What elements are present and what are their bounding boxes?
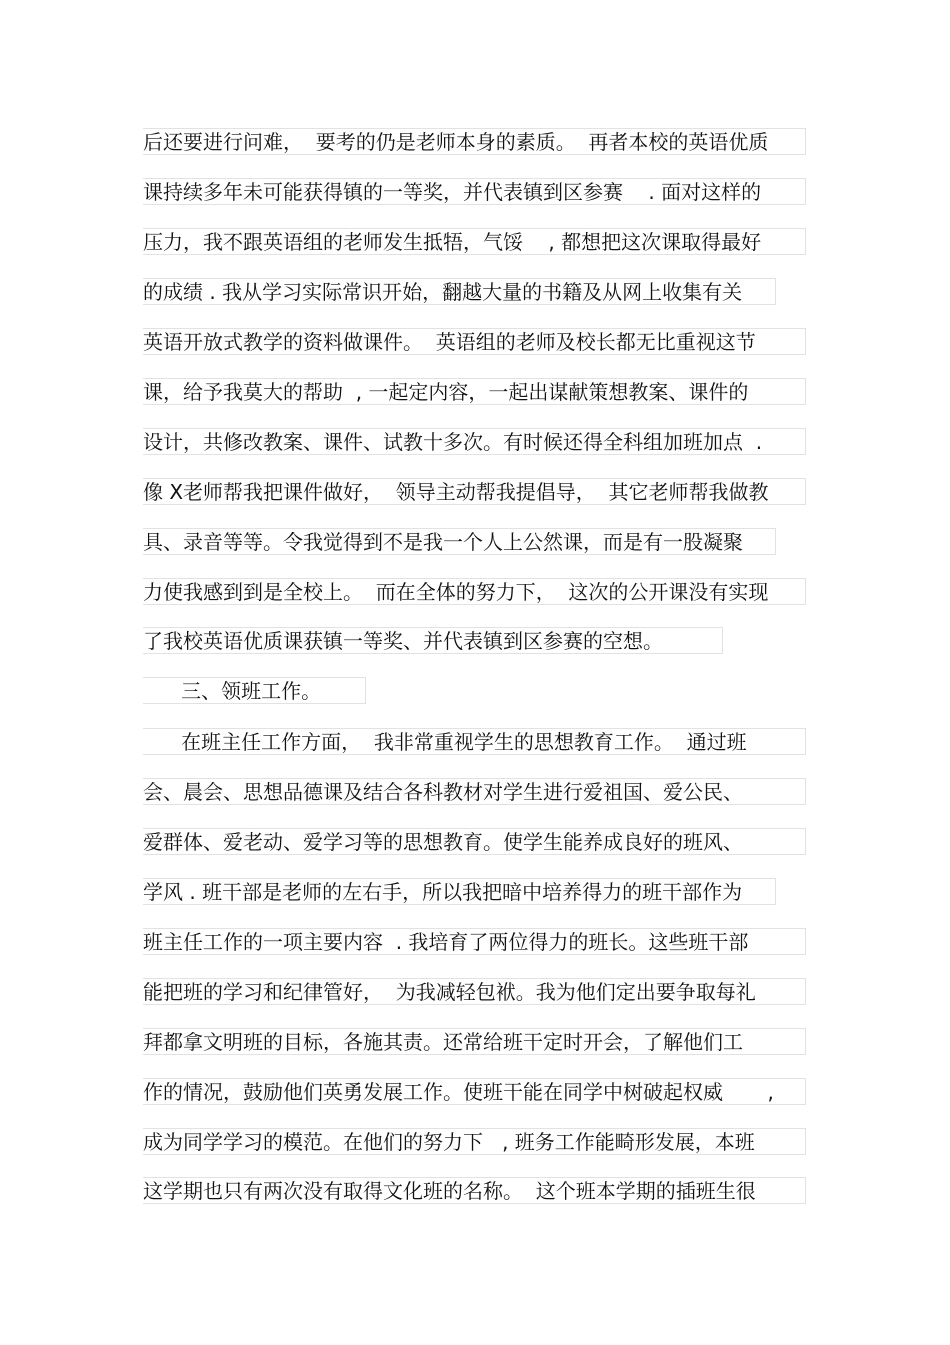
text-line: 这学期也只有两次没有取得文化班的名称。 这个班本学期的插班生很 (143, 1177, 806, 1204)
text-line: 在班主任工作方面， 我非常重视学生的思想教育工作。 通过班 (143, 728, 806, 755)
text-line: 学风 . 班干部是老师的左右手，所以我把暗中培养得力的班干部作为 (143, 878, 776, 905)
text-line: 成为同学学习的模范。在他们的努力下 , 班务工作能畸形发展，本班 (143, 1128, 806, 1155)
text-line: 会、晨会、思想品德课及结合各科教材对学生进行爱祖国、爱公民、 (143, 778, 806, 805)
text-line: 课持续多年未可能获得镇的一等奖，并代表镇到区参赛 . 面对这样的 (143, 178, 806, 205)
text-line: 像 X老师帮我把课件做好， 领导主动帮我提倡导， 其它老师帮我做教 (143, 478, 806, 505)
text-line: 英语开放式教学的资料做课件。 英语组的老师及校长都无比重视这节 (143, 328, 806, 355)
text-line: 作的情况，鼓励他们英勇发展工作。使班干能在同学中树破起权威 , (143, 1078, 806, 1105)
text-line: 拜都拿文明班的目标，各施其责。还常给班干定时开会，了解他们工 (143, 1028, 806, 1055)
section-heading: 三、领班工作。 (143, 677, 366, 704)
text-line: 课，给予我莫大的帮助 , 一起定内容，一起出谋献策想教案、课件的 (143, 378, 806, 405)
text-line: 的成绩 . 我从学习实际常识开始，翻越大量的书籍及从网上收集有关 (143, 278, 776, 305)
text-line: 班主任工作的一项主要内容 . 我培育了两位得力的班长。这些班干部 (143, 928, 806, 955)
text-line: 后还要进行问难， 要考的仍是老师本身的素质。 再者本校的英语优质 (143, 128, 806, 155)
text-line: 爱群体、爱老动、爱学习等的思想教育。使学生能养成良好的班风、 (143, 828, 806, 855)
text-line: 压力，我不跟英语组的老师发生抵牾，气馁 , 都想把这次课取得最好 (143, 228, 806, 255)
text-line: 具、录音等等。令我觉得到不是我一个人上公然课，而是有一股凝聚 (143, 528, 776, 555)
text-line: 能把班的学习和纪律管好， 为我减轻包袱。我为他们定出要争取每礼 (143, 978, 806, 1005)
text-line: 力使我感到到是全校上。 而在全体的努力下， 这次的公开课没有实现 (143, 578, 806, 605)
text-line: 了我校英语优质课获镇一等奖、并代表镇到区参赛的空想。 (143, 627, 723, 654)
text-line: 设计，共修改教案、课件、试教十多次。有时候还得全科组加班加点 . (143, 428, 806, 455)
